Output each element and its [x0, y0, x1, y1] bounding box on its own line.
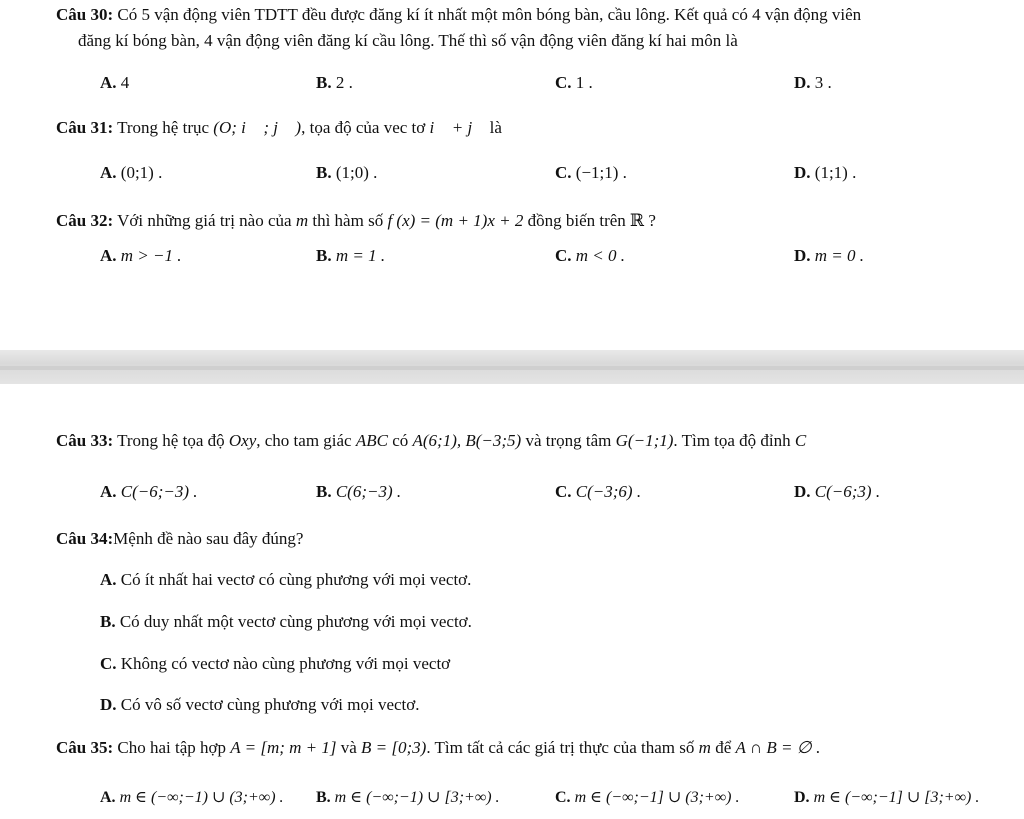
option-label: D. [794, 73, 811, 92]
q30-option-d[interactable] [794, 72, 832, 93]
q35-math-condition: A ∩ B = ∅ [735, 738, 812, 757]
option-label: C. [555, 482, 572, 501]
q31-math-axis: (O; i⃗ ; j⃗ ) [213, 118, 302, 137]
option-label: A. [100, 789, 116, 806]
q32-option-c[interactable] [555, 245, 625, 266]
q30-text-line2: đăng kí bóng bàn, 4 vận động viên đăng kí cầu lông. Thế thì số vận động viên đăng kí hai môn là [78, 31, 738, 50]
option-text: m ∈ (−∞;−1] ∪ [3;+∞) . [809, 789, 980, 806]
option-text: 4 [116, 73, 130, 92]
option-text: C(−6;3) . [810, 482, 881, 501]
q33-text: . Tìm tọa độ đỉnh [673, 431, 795, 450]
option-label: D. [794, 482, 811, 501]
option-label: B. [316, 482, 332, 501]
q33-option-a[interactable] [100, 481, 198, 502]
option-text: Có vô số vectơ cùng phương với mọi vectơ. [116, 695, 420, 714]
q30-label: Câu 30: [56, 5, 114, 24]
option-text: m ∈ (−∞;−1] ∪ (3;+∞) . [570, 789, 740, 806]
q35-option-a[interactable] [100, 788, 284, 808]
q32-math-function: f (x) = (m + 1)x + 2 [387, 211, 524, 230]
option-label: A. [100, 246, 117, 265]
q34-option-b[interactable] [100, 611, 472, 632]
q35-label: Câu 35: [56, 738, 114, 757]
option-label: D. [794, 789, 810, 806]
q32-stem [56, 210, 656, 231]
option-text: C(6;−3) . [331, 482, 402, 501]
option-text: C(−6;−3) . [116, 482, 198, 501]
page-separator [0, 350, 1024, 384]
option-label: C. [555, 789, 571, 806]
q35-text: . [811, 738, 821, 757]
option-text: m ∈ (−∞;−1) ∪ [3;+∞) . [330, 789, 500, 806]
q33-math: Oxy [228, 431, 257, 450]
option-text: (1;1) . [810, 163, 857, 182]
option-label: D. [794, 246, 811, 265]
q32-math-m: m [295, 211, 309, 230]
q33-math: C [794, 431, 807, 450]
option-label: B. [316, 246, 332, 265]
q31-text: Trong hệ trục [113, 118, 214, 137]
option-text: m < 0 . [571, 246, 626, 265]
option-text: 2 . [331, 73, 353, 92]
option-text: Không có vectơ nào cùng phương với mọi vectơ [116, 654, 451, 673]
option-label: D. [100, 695, 117, 714]
option-label: C. [555, 73, 572, 92]
q35-option-d[interactable] [794, 788, 979, 808]
q33-math-centroid: G(−1;1) [615, 431, 674, 450]
option-label: C. [100, 654, 117, 673]
option-text: 3 . [810, 73, 832, 92]
q33-label: Câu 33: [56, 431, 114, 450]
q32-text: đồng biến trên ℝ ? [523, 211, 656, 230]
q31-text: , tọa độ của vec tơ [301, 118, 430, 137]
q31-label: Câu 31: [56, 118, 114, 137]
q33-option-c[interactable] [555, 481, 641, 502]
q30-stem [56, 4, 861, 25]
q32-label: Câu 32: [56, 211, 114, 230]
q31-option-c[interactable] [555, 162, 627, 183]
q32-option-a[interactable] [100, 245, 182, 266]
option-text: (−1;1) . [571, 163, 627, 182]
q32-text: Với những giá trị nào của [113, 211, 296, 230]
option-text: m = 0 . [810, 246, 865, 265]
q34-option-a[interactable] [100, 569, 471, 590]
q35-math-set-b: B = [0;3) [361, 738, 427, 757]
q35-text: để [710, 738, 736, 757]
q33-option-b[interactable] [316, 481, 401, 502]
q33-option-d[interactable] [794, 481, 880, 502]
q35-text: và [336, 738, 362, 757]
q33-text: có [387, 431, 413, 450]
option-text: (0;1) . [116, 163, 163, 182]
q35-option-b[interactable] [316, 788, 500, 808]
option-text: Có ít nhất hai vectơ có cùng phương với mọi vectơ. [116, 570, 472, 589]
option-label: D. [794, 163, 811, 182]
option-label: A. [100, 73, 117, 92]
q30-text-line1: Có 5 vận động viên TDTT đều được đăng kí ít nhất một môn bóng bàn, cầu lông. Kết quả có 4 vận động viên [113, 5, 862, 24]
option-text: C(−3;6) . [571, 482, 642, 501]
q30-option-b[interactable] [316, 72, 353, 93]
option-label: B. [316, 789, 331, 806]
q32-option-d[interactable] [794, 245, 864, 266]
q33-text: Trong hệ tọa độ [113, 431, 229, 450]
q34-label: Câu 34: [56, 529, 114, 548]
q31-math-vector: i⃗ + j⃗ [429, 118, 486, 137]
q31-option-b[interactable] [316, 162, 377, 183]
option-text: m = 1 . [331, 246, 386, 265]
q33-math-points: A(6;1), B(−3;5) [412, 431, 522, 450]
q31-option-a[interactable] [100, 162, 162, 183]
q30-option-a[interactable] [100, 72, 129, 93]
option-label: B. [316, 163, 332, 182]
option-text: 1 . [571, 73, 593, 92]
q32-text: thì hàm số [308, 211, 388, 230]
q33-text: , cho tam giác [256, 431, 356, 450]
q33-stem [56, 430, 806, 451]
option-label: C. [555, 163, 572, 182]
q35-stem [56, 737, 820, 758]
option-text: Có duy nhất một vectơ cùng phương với mọi vectơ. [115, 612, 472, 631]
option-label: B. [100, 612, 116, 631]
option-label: A. [100, 570, 117, 589]
q32-option-b[interactable] [316, 245, 385, 266]
q31-text: là [485, 118, 502, 137]
option-text: (1;0) . [331, 163, 378, 182]
q35-math-m: m [698, 738, 711, 757]
q30-option-c[interactable] [555, 72, 593, 93]
q34-option-c[interactable] [100, 653, 450, 674]
q35-option-c[interactable] [555, 788, 739, 808]
option-label: A. [100, 163, 117, 182]
option-label: A. [100, 482, 117, 501]
option-label: C. [555, 246, 572, 265]
q35-text: . Tìm tất cả các giá trị thực của tham số [426, 738, 699, 757]
q31-stem [56, 117, 502, 138]
option-label: B. [316, 73, 332, 92]
q35-text: Cho hai tập hợp [113, 738, 231, 757]
q34-option-d[interactable] [100, 694, 420, 715]
option-text: m > −1 . [116, 246, 182, 265]
q35-math-set-a: A = [m; m + 1] [230, 738, 337, 757]
q33-math: ABC [355, 431, 388, 450]
option-text: m ∈ (−∞;−1) ∪ (3;+∞) . [115, 789, 284, 806]
q33-text: và trọng tâm [521, 431, 616, 450]
q34-stem [56, 528, 303, 549]
q34-text: Mệnh đề nào sau đây đúng? [113, 529, 304, 548]
q31-option-d[interactable] [794, 162, 856, 183]
